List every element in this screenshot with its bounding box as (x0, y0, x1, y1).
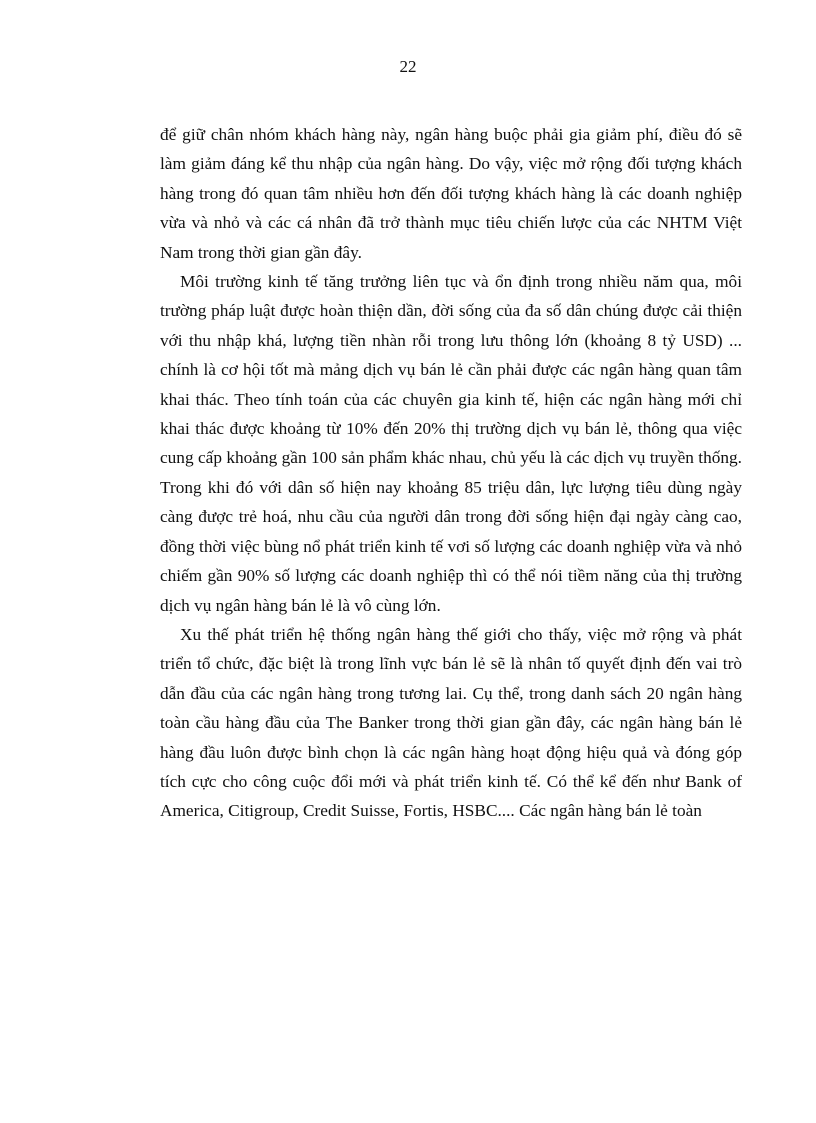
paragraph-3: Xu thế phát triển hệ thống ngân hàng thế giới cho thấy, việc mở rộng và phát triển tổ chức, đặc biệt là trong lĩnh vực bán lẻ sẽ là nhân tố quyết định đến vai trò dẫn đầu của các ngân hàng trong tương lai. Cụ thể, trong danh sách 20 ngân hàng toàn cầu hàng đầu của The Banker trong thời gian gần đây, các ngân hàng bán lẻ hàng đầu luôn được bình chọn là các ngân hàng hoạt động hiệu quả và đóng góp tích cực cho công cuộc đổi mới và phát triển kinh tế. Có thể kể đến như Bank of America, Citigroup, Credit Suisse, Fortis, HSBC.... Các ngân hàng bán lẻ toàn (160, 624, 742, 821)
paragraph-2: Môi trường kinh tế tăng trưởng liên tục và ổn định trong nhiều năm qua, môi trường pháp luật được hoàn thiện dần, đời sống của đa số dân chúng được cải thiện với thu nhập khá, lượng tiền nhàn rỗi trong lưu thông lớn (khoảng 8 tỷ USD) ... chính là cơ hội tốt mà mảng dịch vụ bán lẻ cần phải được các ngân hàng quan tâm khai thác. Theo tính toán của các chuyên gia kinh tế, hiện các ngân hàng mới chỉ khai thác được khoảng từ 10% đến 20% thị trường dịch vụ bán lẻ, thông qua việc cung cấp khoảng gần 100 sản phẩm khác nhau, chủ yếu là các dịch vụ truyền thống. Trong khi đó với dân số hiện nay khoảng 85 triệu dân, lực lượng tiêu dùng ngày càng được trẻ hoá, nhu cầu của người dân trong đời sống hiện đại ngày càng cao, đồng thời việc bùng nổ phát triển kinh tế vơi số lượng các doanh nghiệp vừa và nhỏ chiếm gần 90% số lượng các doanh nghiệp thì có thể nói tiềm năng của thị trường dịch vụ ngân hàng bán lẻ là vô cùng lớn. (160, 272, 742, 615)
page-number: 22 (399, 57, 417, 76)
body-text (160, 120, 742, 826)
paragraph-1: để giữ chân nhóm khách hàng này, ngân hàng buộc phải gia giảm phí, điều đó sẽ làm giảm đáng kể thu nhập của ngân hàng. Do vậy, việc mở rộng đối tượng khách hàng trong đó quan tâm nhiều hơn đến đối tượng khách hàng là các doanh nghiệp vừa và nhỏ và các cá nhân đã trở thành mục tiêu chiến lược của các NHTM Việt Nam trong thời gian gần đây. (160, 125, 742, 262)
